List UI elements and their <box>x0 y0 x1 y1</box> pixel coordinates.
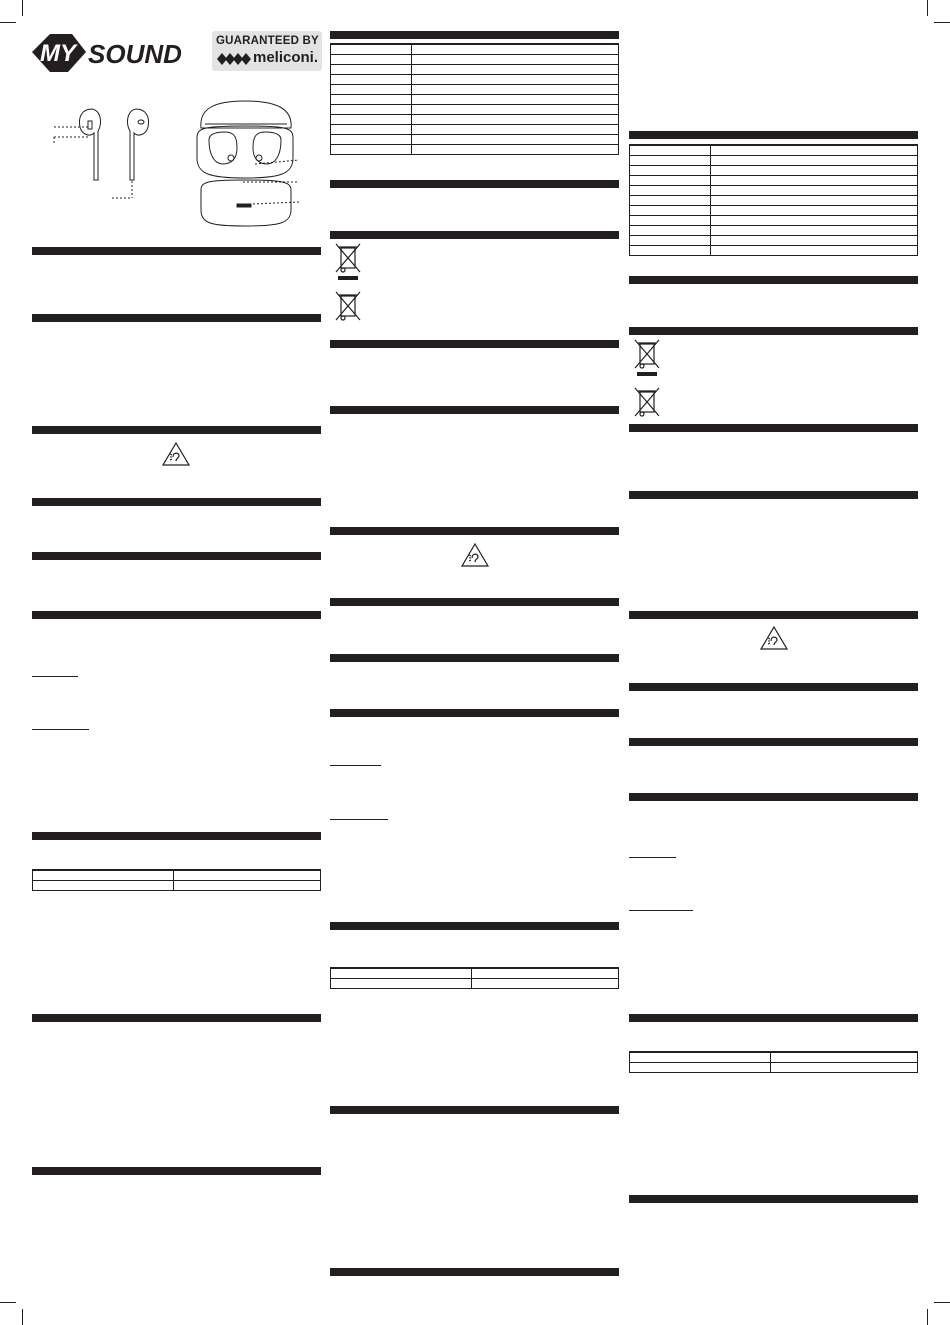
section-header-bar <box>629 327 918 335</box>
section-header-bar <box>330 527 619 535</box>
section-header-bar <box>330 340 619 348</box>
section-header-bar <box>330 231 619 239</box>
section-header-bar <box>629 793 918 801</box>
section-header-bar <box>32 426 321 434</box>
section-header-bar <box>629 1195 918 1203</box>
logo-my-text: MY <box>40 40 76 67</box>
spec-table <box>629 144 918 256</box>
table-row <box>630 206 918 216</box>
subheading-underline <box>330 819 388 820</box>
table-row <box>630 236 918 246</box>
section-header-bar <box>629 1014 918 1022</box>
hearing-warning-icon <box>461 543 489 567</box>
crop-mark <box>0 22 16 23</box>
table-row <box>630 145 918 156</box>
section-header-bar <box>32 314 321 322</box>
section-header-bar <box>32 1014 321 1022</box>
table-row <box>630 176 918 186</box>
charging-case-illustration <box>195 98 305 228</box>
table-row <box>630 166 918 176</box>
section-header-bar <box>330 406 619 414</box>
section-header-bar <box>32 611 321 619</box>
crop-mark <box>927 1309 928 1325</box>
subheading-underline <box>32 676 78 677</box>
hearing-warning-icon <box>760 626 788 650</box>
section-header-bar <box>330 709 619 717</box>
table-row <box>630 1063 918 1073</box>
crop-mark <box>0 1302 16 1303</box>
crop-mark <box>934 22 950 23</box>
table-row <box>331 95 619 105</box>
crop-mark <box>927 0 928 16</box>
subheading-underline <box>32 729 89 730</box>
logo-sound-text: SOUND <box>88 39 182 69</box>
section-header-bar <box>330 180 619 188</box>
section-header-bar <box>330 1268 619 1276</box>
subheading-underline <box>629 857 676 858</box>
crossed-out-wheelie-bin-icon <box>334 290 362 322</box>
section-header-bar <box>330 598 619 606</box>
table-row <box>630 186 918 196</box>
table-row <box>331 75 619 85</box>
table-row <box>331 55 619 65</box>
table-row <box>630 1052 918 1063</box>
section-header-bar <box>629 611 918 619</box>
section-header-bar <box>629 424 918 432</box>
mysound-logo <box>30 28 202 78</box>
table-row <box>630 196 918 206</box>
table-row <box>630 226 918 236</box>
table-row <box>630 246 918 256</box>
spec-table <box>330 43 619 155</box>
section-header-bar <box>629 491 918 499</box>
table-row <box>630 156 918 166</box>
crossed-out-wheelie-bin-icon <box>633 338 661 378</box>
table-row <box>331 135 619 145</box>
spec-table-small <box>330 967 619 989</box>
table-row <box>33 870 321 881</box>
section-header-bar <box>330 31 619 39</box>
table-row <box>331 44 619 55</box>
table-row <box>331 125 619 135</box>
section-header-bar <box>32 832 321 840</box>
table-row <box>331 85 619 95</box>
crossed-out-wheelie-bin-icon <box>334 242 362 282</box>
guarantee-brand: meliconi. <box>253 49 319 66</box>
spec-table-small <box>32 869 321 891</box>
table-row <box>331 115 619 125</box>
meliconi-logo-icon <box>217 52 251 66</box>
table-row <box>331 979 619 989</box>
section-header-bar <box>32 498 321 506</box>
guarantee-line: GUARANTEED BY <box>216 35 319 47</box>
section-header-bar <box>629 276 918 284</box>
crop-mark <box>22 0 23 16</box>
section-header-bar <box>629 131 918 139</box>
section-header-bar <box>629 683 918 691</box>
spec-table-small <box>629 1051 918 1073</box>
section-header-bar <box>32 1167 321 1175</box>
subheading-underline <box>629 910 693 911</box>
hearing-warning-icon <box>162 442 190 466</box>
crop-mark <box>22 1309 23 1325</box>
section-header-bar <box>629 738 918 746</box>
crossed-out-wheelie-bin-icon <box>633 386 661 418</box>
section-header-bar <box>330 1106 619 1114</box>
guarantee-badge <box>212 31 322 71</box>
table-row <box>331 145 619 155</box>
earbuds-illustration <box>40 95 170 205</box>
table-row <box>331 968 619 979</box>
table-row <box>331 105 619 115</box>
table-row <box>331 65 619 75</box>
table-row <box>630 216 918 226</box>
section-header-bar <box>330 654 619 662</box>
section-header-bar <box>330 922 619 930</box>
section-header-bar <box>32 552 321 560</box>
subheading-underline <box>330 765 381 766</box>
section-header-bar <box>32 247 321 255</box>
table-row <box>33 881 321 891</box>
crop-mark <box>934 1302 950 1303</box>
